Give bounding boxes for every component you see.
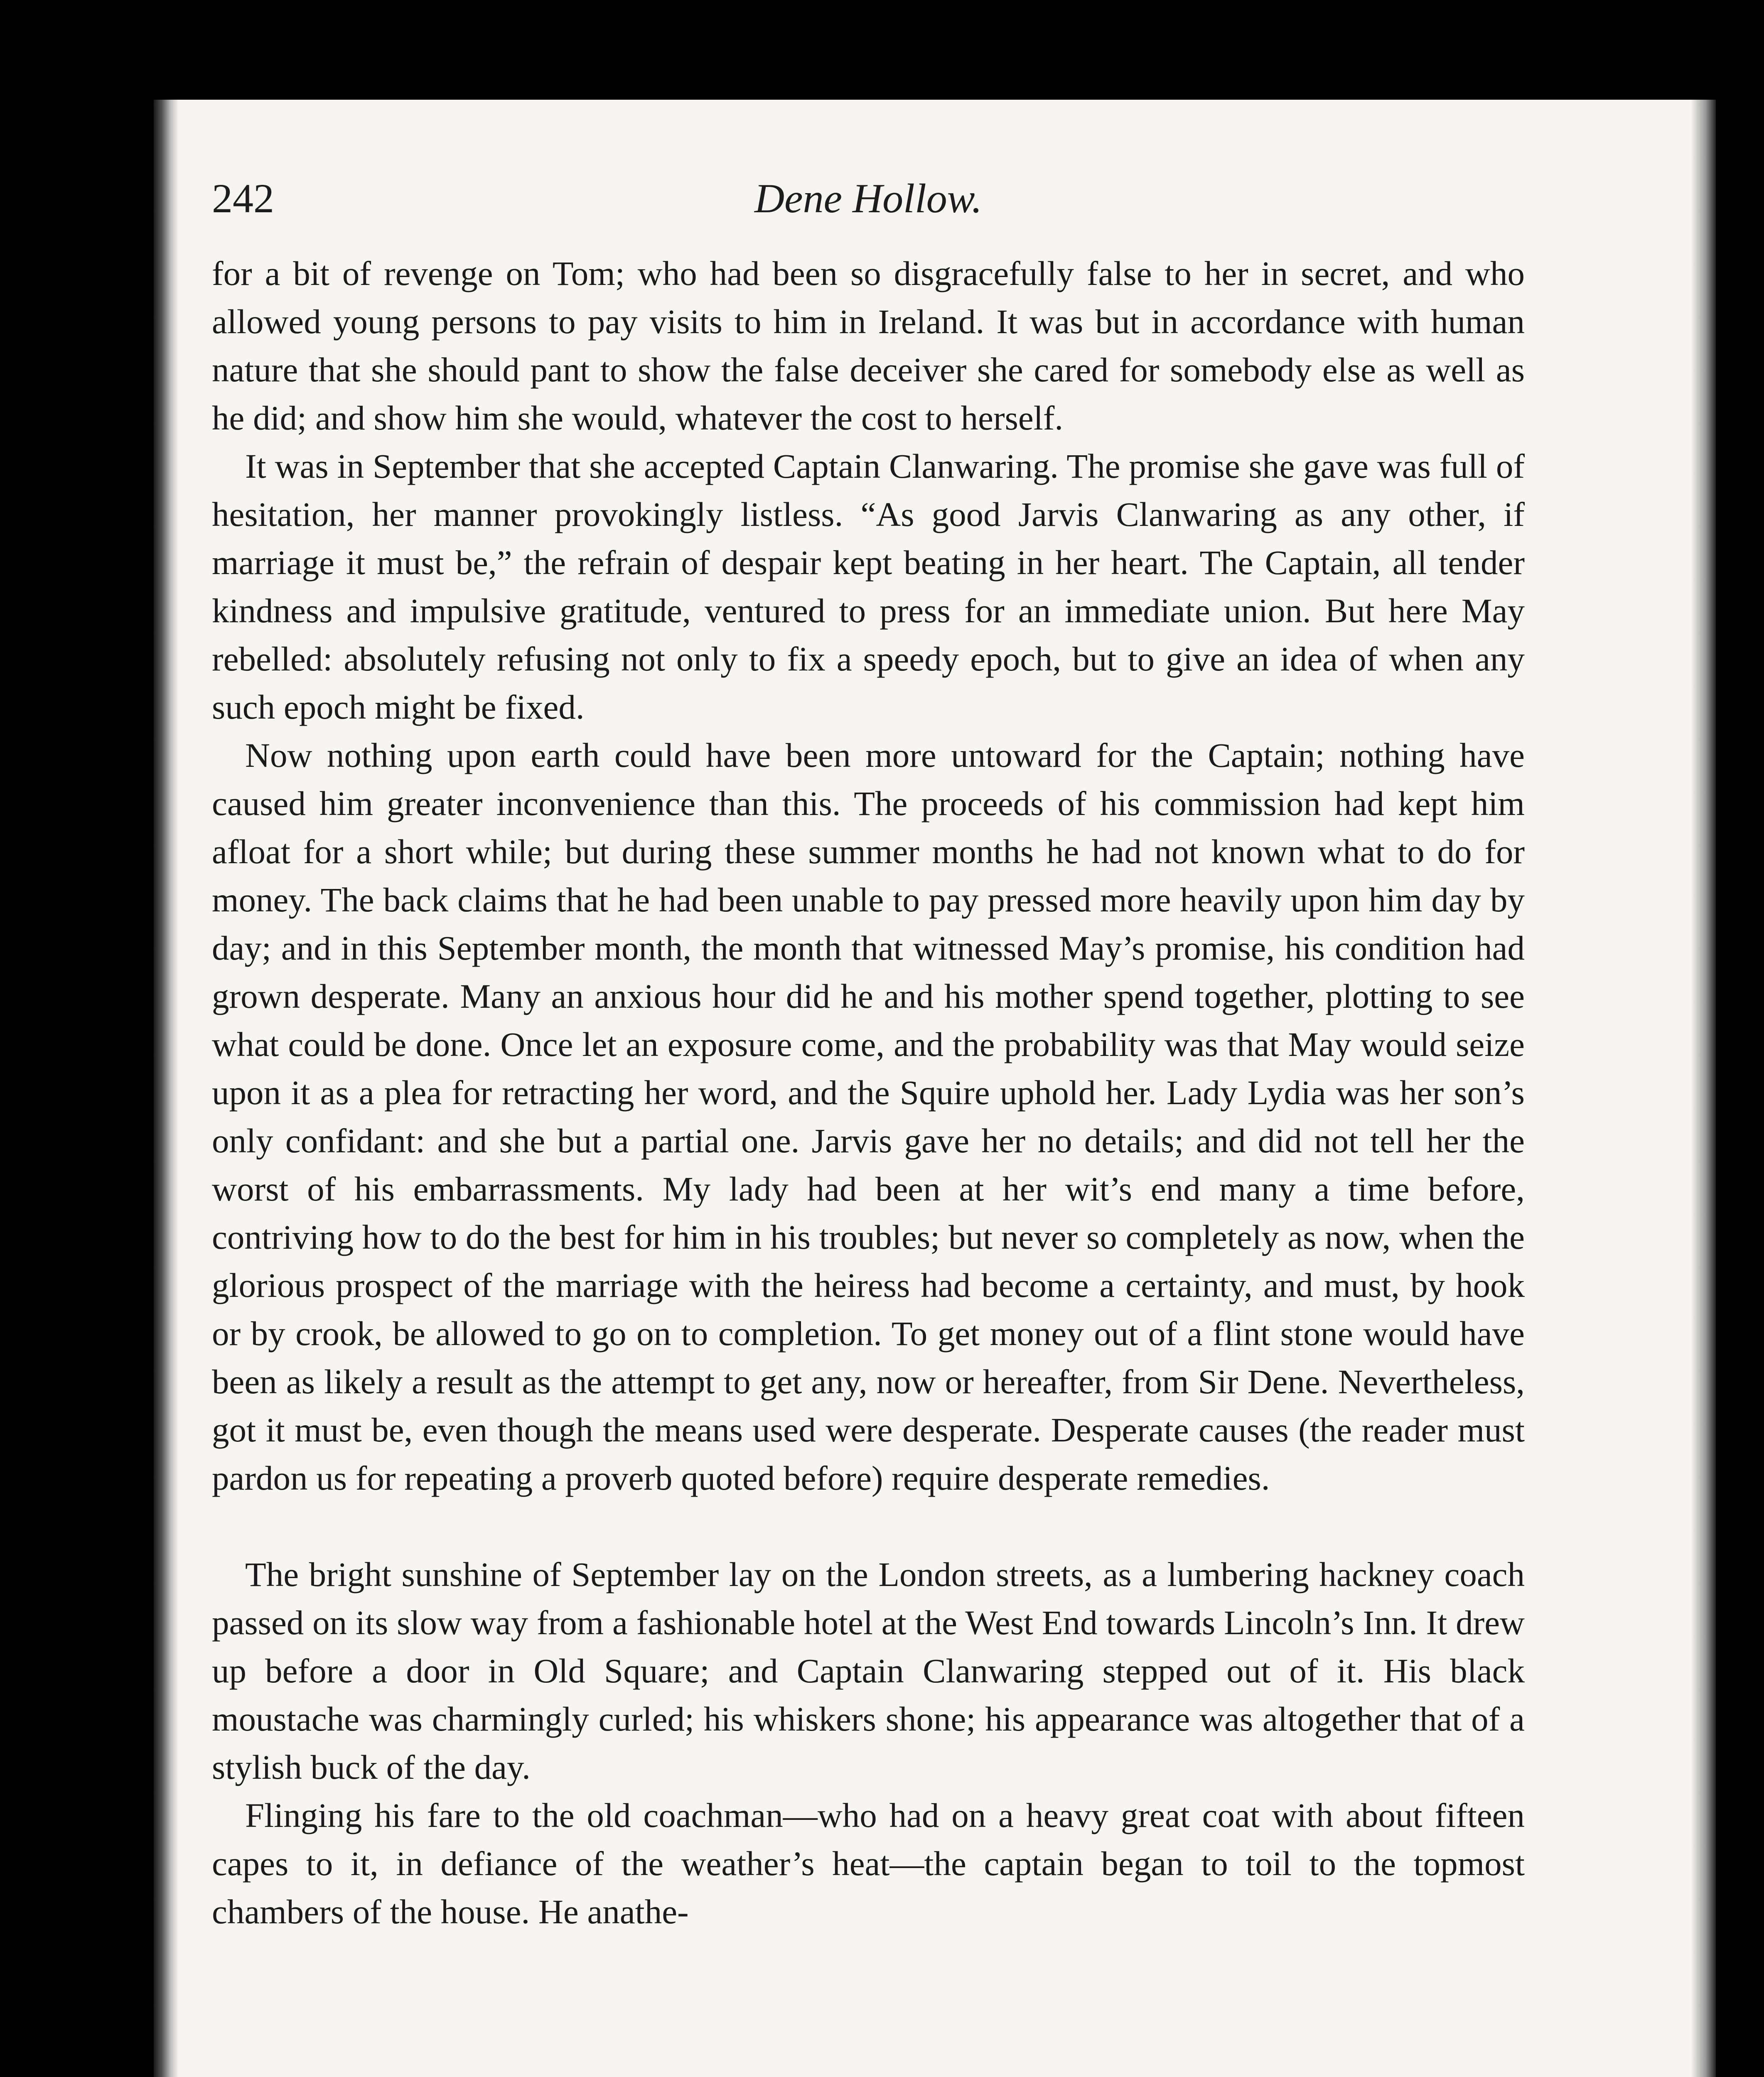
- paragraph: Flinging his fare to the old coachman—who had on a heavy great coat with about fifteen capes to it, in defiance of the weather’s heat—the captain began to toil to the topmost chambers of the house. He anathe-: [212, 1796, 1525, 1931]
- page-body: [212, 249, 1525, 1936]
- page-edge-shadow: [1691, 100, 1716, 2077]
- page-header: [212, 174, 1525, 237]
- paragraph: It was in September that she accepted Captain Clanwaring. The promise she gave was full of hesitation, her manner provokingly listless. “As good Jarvis Clanwaring as any other, if marriage it must be,” the refrain of despair kept beating in her heart. The Captain, all tender kindness and impulsive gratitude, ventured to press for an immediate union. But here May rebelled: absolutely refusing not only to fix a speedy epoch, but to give an idea of when any such epoch might be fixed.: [212, 447, 1525, 726]
- paragraph: The bright sunshine of September lay on the London streets, as a lumbering hackney coach passed on its slow way from a fashionable hotel at the West End towards Lincoln’s Inn. It drew up before a door in Old Square; and Captain Clanwaring stepped out of it. His black moustache was charmingly curled; his whiskers shone; his appearance was altogether that of a stylish buck of the day.: [212, 1555, 1525, 1786]
- paragraph: Now nothing upon earth could have been more untoward for the Captain; nothing have caused him greater inconvenience than this. The proceeds of his commission had kept him afloat for a short while; but during these summer months he had not known what to do for money. The back claims that he had been unable to pay pressed more heavily upon him day by day; and in this September month, the month that witnessed May’s promise, his condition had grown desperate. Many an anxious hour did he and his mother spend together, plotting to see what could be done. Once let an exposure come, and the probability was that May would seize upon it as a plea for retracting her word, and the Squire uphold her. Lady Lydia was her son’s only confidant: and she but a partial one. Jarvis gave her no details; and did not tell her the worst of his embarrassments. My lady had been at her wit’s end many a time before, contriving how to do the best for him in his troubles; but never so completely as now, when the glorious prospect of the marriage with the heiress had become a certainty, and must, by hook or by crook, be allowed to go on to completion. To get money out of a flint stone would have been as likely a result as the attempt to get any, now or hereafter, from Sir Dene. Nevertheless, got it must be, even though the means used were desperate. Desperate causes (the reader must pardon us for repeating a proverb quoted before) require desperate remedies.: [212, 736, 1525, 1497]
- running-title: Dene Hollow.: [754, 175, 983, 221]
- paragraph-continuation: for a bit of revenge on Tom; who had been so disgracefully false to her in secret, and who allowed young persons to pay visits to him in Ireland. It was but in accordance with human nature that she should pant to show the false deceiver she cared for somebody else as well as he did; and show him she would, whatever the cost to herself.: [212, 254, 1525, 437]
- page-number: 242: [212, 175, 274, 221]
